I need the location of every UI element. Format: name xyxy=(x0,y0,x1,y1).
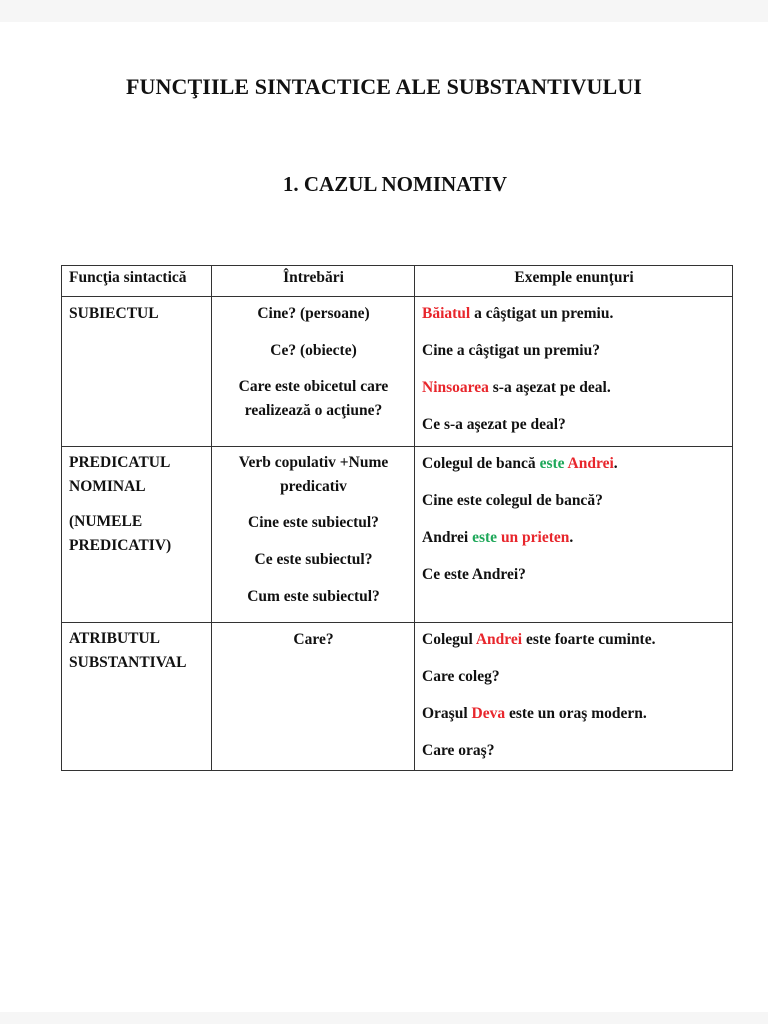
highlight-attribute: Andrei xyxy=(475,631,523,648)
question: Cine? (persoane) xyxy=(257,305,370,322)
question: Care? xyxy=(293,631,334,648)
syntax-table xyxy=(61,265,733,771)
highlight-verb: este xyxy=(539,455,565,472)
highlight-subject: Băiatul xyxy=(422,305,471,322)
questions-cell xyxy=(212,623,415,771)
examples-cell xyxy=(415,297,733,447)
document-title: FUNCŢIILE SINTACTICE ALE SUBSTANTIVULUI xyxy=(126,74,642,99)
question: Cum este subiectul? xyxy=(247,588,380,605)
question: Verb copulativ +Nume predicativ xyxy=(238,454,389,495)
table-row xyxy=(62,297,733,447)
function-cell xyxy=(62,297,212,447)
example-question: Care coleg? xyxy=(422,668,500,685)
example-sentence: Băiatul a câştigat un premiu. xyxy=(422,305,614,322)
section-title: 1. CAZUL NOMINATIV xyxy=(282,172,508,196)
header-function: Funcţia sintactică xyxy=(62,266,212,297)
questions-cell xyxy=(212,297,415,447)
example-sentence: Colegul de bancă este Andrei. xyxy=(422,455,618,472)
highlight-attribute: Deva xyxy=(471,705,506,722)
example-sentence: Oraşul Deva este un oraş modern. xyxy=(422,705,647,722)
example-sentence: Andrei este un prieten. xyxy=(422,529,574,546)
table-row xyxy=(62,623,733,771)
document-page xyxy=(0,22,768,1012)
examples-cell xyxy=(415,447,733,623)
example-sentence: Ninsoarea s-a aşezat pe deal. xyxy=(422,379,611,396)
table-row xyxy=(62,447,733,623)
function-subname: (NUMELE PREDICATIV) xyxy=(69,513,172,554)
header-questions: Întrebări xyxy=(212,266,415,297)
question: Ce este subiectul? xyxy=(254,551,373,568)
header-examples: Exemple enunţuri xyxy=(415,266,733,297)
question: Cine este subiectul? xyxy=(248,514,379,531)
example-question: Ce s-a aşezat pe deal? xyxy=(422,416,566,433)
example-question: Ce este Andrei? xyxy=(422,566,526,583)
function-cell xyxy=(62,623,212,771)
example-question: Care oraş? xyxy=(422,742,495,759)
example-sentence: Colegul Andrei este foarte cuminte. xyxy=(422,631,656,648)
highlight-predicative: Andrei xyxy=(567,455,614,472)
examples-cell xyxy=(415,623,733,771)
highlight-predicative: un prieten xyxy=(500,529,570,546)
highlight-verb: este xyxy=(472,529,498,546)
table-header-row xyxy=(62,266,733,297)
questions-cell xyxy=(212,447,415,623)
function-cell xyxy=(62,447,212,623)
function-name: PREDICATUL NOMINAL xyxy=(69,454,170,495)
example-question: Cine este colegul de bancă? xyxy=(422,492,603,509)
example-question: Cine a câştigat un premiu? xyxy=(422,342,600,359)
question: Care este obicetul care realizează o acţiune? xyxy=(238,378,389,419)
highlight-subject: Ninsoarea xyxy=(422,379,489,396)
function-name: SUBIECTUL xyxy=(69,305,159,322)
function-name: ATRIBUTUL SUBSTANTIVAL xyxy=(69,630,187,671)
question: Ce? (obiecte) xyxy=(270,342,357,359)
